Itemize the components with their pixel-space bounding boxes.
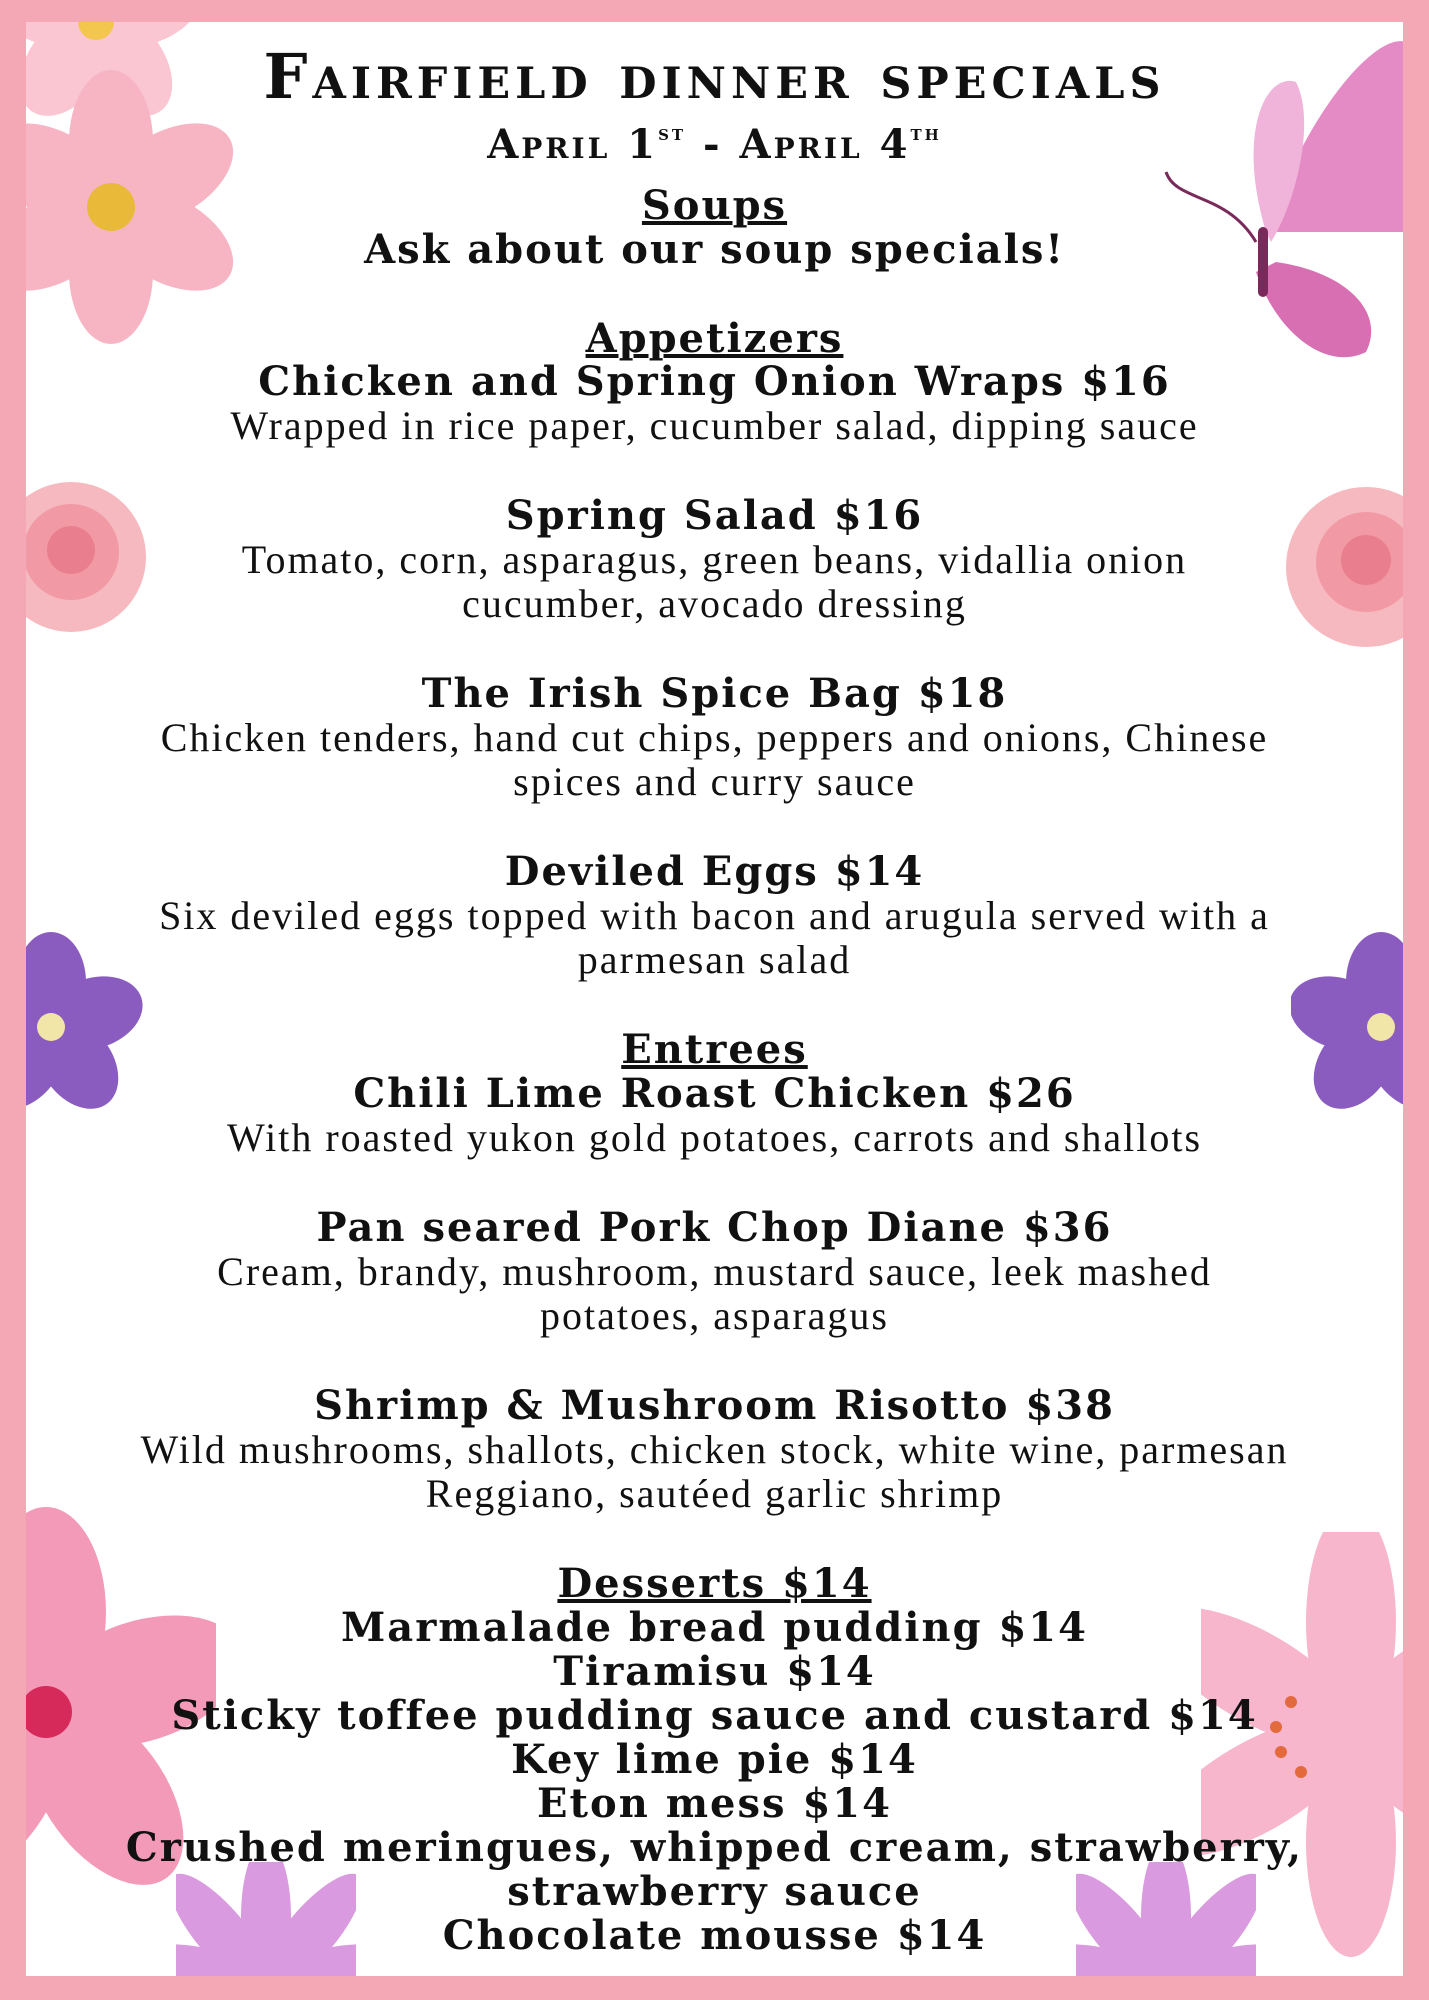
dessert-line: Marmalade bread pudding $14 [341, 1604, 1088, 1651]
menu-item-description: spices and curry sauce [513, 759, 916, 804]
start-date: April 1 [487, 121, 659, 168]
menu-item-name: Pan seared Pork Chop Diane $36 [316, 1204, 1113, 1251]
menu-item-description: potatoes, asparagus [539, 1293, 889, 1338]
menu-item-description: Reggiano, sautéed garlic shrimp [425, 1471, 1004, 1516]
date-separator: - [686, 121, 740, 168]
dessert-line: Chocolate mousse $14 [442, 1912, 987, 1959]
start-date-suffix: st [658, 120, 687, 146]
menu-item-description: Wrapped in rice paper, cucumber salad, dipping sauce [230, 403, 1199, 448]
end-date-suffix: th [910, 120, 942, 146]
dessert-line: Eton mess $14 [537, 1780, 892, 1827]
menu-item-name: Deviled Eggs $14 [504, 848, 925, 895]
menu-item-description: Chicken tenders, hand cut chips, peppers and onions, Chinese [160, 715, 1269, 760]
menu-item-description: With roasted yukon gold potatoes, carrots and shallots [226, 1115, 1203, 1160]
menu-item-description: Six deviled eggs topped with bacon and arugula served with a [159, 893, 1270, 938]
dessert-line: strawberry sauce [507, 1868, 922, 1915]
menu-item-name: Spring Salad $16 [505, 492, 924, 539]
menu-item-name: Chicken and Spring Onion Wraps $16 [258, 358, 1171, 405]
menu-item-description: cucumber, avocado dressing [462, 581, 967, 626]
appetizers-heading: Appetizers [585, 315, 844, 362]
menu-item-name: Chili Lime Roast Chicken $26 [353, 1070, 1076, 1117]
menu-item-description: Tomato, corn, asparagus, green beans, vidallia onion [241, 537, 1188, 582]
end-date: April 4 [739, 121, 911, 168]
dessert-line: Crushed meringues, whipped cream, strawberry, [125, 1824, 1304, 1871]
menu-item-description: parmesan salad [577, 937, 852, 982]
menu-item-name: Shrimp & Mushroom Risotto $38 [314, 1382, 1115, 1429]
soups-note: Ask about our soup specials! [364, 226, 1065, 273]
soups-heading: Soups [641, 182, 788, 229]
menu-item-name: The Irish Spice Bag $18 [421, 670, 1008, 717]
menu-item-description: Wild mushrooms, shallots, chicken stock, white wine, parmesan [140, 1427, 1289, 1472]
menu-item-description: Cream, brandy, mushroom, mustard sauce, leek mashed [217, 1249, 1212, 1294]
menu-page [26, 22, 1403, 1976]
desserts-heading: Desserts $14 [557, 1560, 872, 1607]
dessert-line: Key lime pie $14 [511, 1736, 918, 1783]
menu-dates [26, 120, 1403, 168]
dessert-line: Tiramisu $14 [553, 1648, 876, 1695]
dessert-line: Sticky toffee pudding sauce and custard $14 [171, 1692, 1258, 1739]
menu-title: Fairfield dinner specials [263, 40, 1166, 113]
entrees-heading: Entrees [621, 1026, 808, 1073]
